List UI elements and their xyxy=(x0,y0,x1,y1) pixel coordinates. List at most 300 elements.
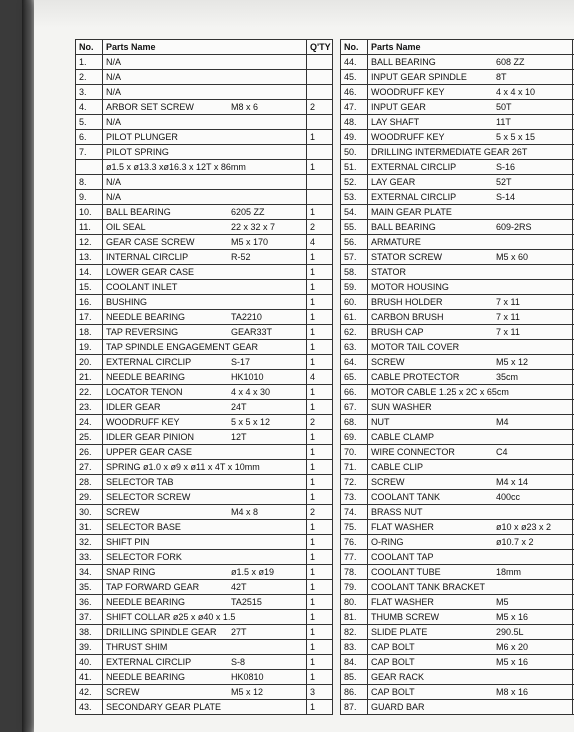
table-row xyxy=(341,130,574,145)
part-number: 5. xyxy=(76,115,103,130)
part-spec: 609-2RS xyxy=(496,222,532,232)
part-number: 36. xyxy=(76,595,103,610)
part-name-cell xyxy=(368,205,573,220)
part-name: ø1.5 x ø13.3 xø16.3 x 12T x 86mm xyxy=(106,162,246,172)
part-name: INTERNAL CIRCLIP xyxy=(106,252,189,262)
part-spec: HK1010 xyxy=(231,372,264,382)
table-header-row xyxy=(341,40,574,55)
part-name: OIL SEAL xyxy=(106,222,146,232)
part-name-cell xyxy=(103,535,307,550)
part-qty: 1 xyxy=(307,490,333,505)
part-name: NEEDLE BEARING xyxy=(106,597,186,607)
part-number: 24. xyxy=(76,415,103,430)
part-spec: M5 x 16 xyxy=(496,657,529,667)
table-row xyxy=(341,625,574,640)
part-name-cell xyxy=(368,145,573,160)
table-row xyxy=(341,265,574,280)
part-name-cell xyxy=(103,370,307,385)
part-qty: 3 xyxy=(307,685,333,700)
table-row xyxy=(341,385,574,400)
part-number: 39. xyxy=(76,640,103,655)
part-qty xyxy=(307,145,333,160)
part-spec: 11T xyxy=(496,117,511,127)
table-row xyxy=(341,610,574,625)
part-name: TAP SPINDLE ENGAGEMENT GEAR xyxy=(106,342,259,352)
part-name: BRASS NUT xyxy=(371,507,423,517)
part-spec: 27T xyxy=(231,627,247,637)
part-name: SELECTOR TAB xyxy=(106,477,174,487)
table-row xyxy=(76,520,333,535)
part-spec: S-14 xyxy=(496,192,516,202)
part-name: SECONDARY GEAR PLATE xyxy=(106,702,222,712)
part-number: 55. xyxy=(341,220,368,235)
table-row xyxy=(76,130,333,145)
part-name: PILOT PLUNGER xyxy=(106,132,178,142)
part-number: 28. xyxy=(76,475,103,490)
part-number: 8. xyxy=(76,175,103,190)
part-number: 70. xyxy=(341,445,368,460)
part-name: SELECTOR FORK xyxy=(106,552,182,562)
part-name: SCREW xyxy=(106,507,140,517)
table-row xyxy=(76,385,333,400)
part-spec: TA2515 xyxy=(231,597,262,607)
table-row xyxy=(76,85,333,100)
part-number: 15. xyxy=(76,280,103,295)
part-name: CABLE CLIP xyxy=(371,462,424,472)
part-qty xyxy=(307,175,333,190)
table-row xyxy=(341,700,574,715)
part-number: 66. xyxy=(341,385,368,400)
part-number: 13. xyxy=(76,250,103,265)
part-spec: M6 x 20 xyxy=(496,642,529,652)
part-name: TAP FORWARD GEAR xyxy=(106,582,200,592)
part-number: 26. xyxy=(76,445,103,460)
part-name-cell xyxy=(103,355,307,370)
part-name-cell xyxy=(103,220,307,235)
part-number: 51. xyxy=(341,160,368,175)
part-name: SLIDE PLATE xyxy=(371,627,428,637)
table-row xyxy=(76,595,333,610)
part-spec: 22 x 32 x 7 xyxy=(231,222,276,232)
part-name-cell xyxy=(368,385,573,400)
part-name-cell xyxy=(368,505,573,520)
part-name-cell xyxy=(103,115,307,130)
table-row xyxy=(76,490,333,505)
part-name: CAP BOLT xyxy=(371,687,415,697)
part-name-cell xyxy=(103,325,307,340)
part-name-cell xyxy=(368,460,573,475)
table-row xyxy=(76,700,333,715)
part-number: 73. xyxy=(341,490,368,505)
table-row xyxy=(76,175,333,190)
table-header-row xyxy=(76,40,333,55)
part-spec: 608 ZZ xyxy=(496,57,525,67)
table-row xyxy=(76,625,333,640)
part-number: 52. xyxy=(341,175,368,190)
part-number: 4. xyxy=(76,100,103,115)
part-qty: 1 xyxy=(307,310,333,325)
part-number: 32. xyxy=(76,535,103,550)
part-name-cell xyxy=(103,385,307,400)
part-name: LAY GEAR xyxy=(371,177,416,187)
table-row xyxy=(76,325,333,340)
part-qty: 1 xyxy=(307,295,333,310)
part-name: LOCATOR TENON xyxy=(106,387,183,397)
part-name-cell xyxy=(368,625,573,640)
table-row xyxy=(76,310,333,325)
part-number: 78. xyxy=(341,565,368,580)
part-number: 76. xyxy=(341,535,368,550)
part-name: O-RING xyxy=(371,537,404,547)
part-spec: S-8 xyxy=(231,657,246,667)
table-row xyxy=(341,220,574,235)
part-number: 60. xyxy=(341,295,368,310)
part-name: SHIFT COLLAR ø25 x ø40 x 1.5 xyxy=(106,612,236,622)
part-spec: 7 x 11 xyxy=(496,312,520,322)
part-name: WOODRUFF KEY xyxy=(371,132,445,142)
part-qty: 1 xyxy=(307,250,333,265)
part-name-cell xyxy=(103,85,307,100)
table-row xyxy=(76,685,333,700)
part-qty: 1 xyxy=(307,580,333,595)
table-row xyxy=(341,280,574,295)
table-row xyxy=(341,550,574,565)
part-name-cell xyxy=(368,340,573,355)
part-number: 38. xyxy=(76,625,103,640)
part-name: SELECTOR SCREW xyxy=(106,492,191,502)
part-spec: 18mm xyxy=(496,567,522,577)
part-name: N/A xyxy=(106,72,122,82)
table-row xyxy=(76,100,333,115)
part-name-cell xyxy=(368,700,573,715)
table-row xyxy=(76,430,333,445)
part-name: TAP REVERSING xyxy=(106,327,179,337)
part-name-cell xyxy=(368,370,573,385)
part-name-cell xyxy=(103,295,307,310)
parts-list-left xyxy=(76,55,333,715)
table-row xyxy=(341,685,574,700)
part-qty: 1 xyxy=(307,205,333,220)
table-row xyxy=(341,115,574,130)
part-qty: 1 xyxy=(307,430,333,445)
table-row xyxy=(76,670,333,685)
part-number: 68. xyxy=(341,415,368,430)
part-name-cell xyxy=(103,205,307,220)
part-number: 72. xyxy=(341,475,368,490)
part-number: 69. xyxy=(341,430,368,445)
table-row xyxy=(341,640,574,655)
part-number: 27. xyxy=(76,460,103,475)
part-spec: ø10.7 x 2 xyxy=(496,537,534,547)
part-number: 85. xyxy=(341,670,368,685)
part-name-cell xyxy=(103,190,307,205)
part-qty: 2 xyxy=(307,220,333,235)
part-name-cell xyxy=(103,610,307,625)
part-number: 77. xyxy=(341,550,368,565)
part-name: NUT xyxy=(371,417,390,427)
table-row xyxy=(341,70,574,85)
table-row xyxy=(341,565,574,580)
part-name: N/A xyxy=(106,192,122,202)
part-name-cell xyxy=(103,565,307,580)
part-name: CABLE CLAMP xyxy=(371,432,435,442)
part-name: INPUT GEAR SPINDLE xyxy=(371,72,467,82)
table-row xyxy=(341,415,574,430)
table-row xyxy=(341,205,574,220)
part-number: 58. xyxy=(341,265,368,280)
table-row xyxy=(76,640,333,655)
part-name-cell xyxy=(103,685,307,700)
table-row xyxy=(76,115,333,130)
part-spec: TA2210 xyxy=(231,312,262,322)
part-number: 33. xyxy=(76,550,103,565)
table-row xyxy=(341,55,574,70)
part-spec: R-52 xyxy=(231,252,251,262)
part-spec: 5 x 5 x 15 xyxy=(496,132,536,142)
part-name: THUMB SCREW xyxy=(371,612,439,622)
part-qty: 1 xyxy=(307,550,333,565)
part-name: FLAT WASHER xyxy=(371,522,434,532)
table-row xyxy=(341,190,574,205)
part-name-cell xyxy=(368,655,573,670)
part-name-cell xyxy=(368,640,573,655)
part-spec: M5 xyxy=(496,597,509,607)
part-spec: M5 x 12 xyxy=(496,357,529,367)
part-name: CAP BOLT xyxy=(371,657,415,667)
table-row xyxy=(341,475,574,490)
part-name: BUSHING xyxy=(106,297,148,307)
part-qty: 1 xyxy=(307,670,333,685)
part-name: N/A xyxy=(106,87,122,97)
table-row xyxy=(76,295,333,310)
part-number: 16. xyxy=(76,295,103,310)
table-row xyxy=(341,175,574,190)
part-number: 29. xyxy=(76,490,103,505)
part-number: 62. xyxy=(341,325,368,340)
part-name: MOTOR CABLE 1.25 x 2C x 65cm xyxy=(371,387,509,397)
part-name: SCREW xyxy=(371,477,405,487)
part-qty xyxy=(307,70,333,85)
part-qty: 1 xyxy=(307,520,333,535)
part-spec: 12T xyxy=(231,432,247,442)
part-name: GUARD BAR xyxy=(371,702,425,712)
header-no: No. xyxy=(341,40,368,55)
part-name: N/A xyxy=(106,57,122,67)
part-spec: 7 x 11 xyxy=(496,297,520,307)
table-row xyxy=(76,655,333,670)
part-name-cell xyxy=(103,265,307,280)
part-name-cell xyxy=(368,190,573,205)
table-row xyxy=(341,445,574,460)
table-row xyxy=(76,220,333,235)
table-row xyxy=(76,565,333,580)
table-row xyxy=(341,325,574,340)
part-number: 21. xyxy=(76,370,103,385)
part-number: 65. xyxy=(341,370,368,385)
part-name: SPRING ø1.0 x ø9 x ø11 x 4T x 10mm xyxy=(106,462,260,472)
part-name: NEEDLE BEARING xyxy=(106,312,186,322)
part-number: 61. xyxy=(341,310,368,325)
part-name-cell xyxy=(368,310,573,325)
table-row xyxy=(76,235,333,250)
part-name-cell xyxy=(368,565,573,580)
part-name-cell xyxy=(368,550,573,565)
part-name: BALL BEARING xyxy=(371,57,436,67)
part-name-cell xyxy=(103,280,307,295)
part-spec: M5 x 12 xyxy=(231,687,264,697)
parts-table-left xyxy=(75,39,333,715)
table-row xyxy=(76,145,333,160)
part-name-cell xyxy=(368,295,573,310)
part-name-cell xyxy=(103,175,307,190)
part-spec: 4 x 4 x 10 xyxy=(496,87,536,97)
part-number: 56. xyxy=(341,235,368,250)
part-name: ARBOR SET SCREW xyxy=(106,102,194,112)
table-row xyxy=(76,160,333,175)
part-number: 34. xyxy=(76,565,103,580)
part-name-cell xyxy=(103,235,307,250)
table-row xyxy=(341,430,574,445)
part-spec: M4 xyxy=(496,417,509,427)
part-name-cell xyxy=(368,265,573,280)
part-name-cell xyxy=(368,400,573,415)
part-qty: 1 xyxy=(307,355,333,370)
table-row xyxy=(76,535,333,550)
part-spec: M5 x 16 xyxy=(496,612,529,622)
part-number: 86. xyxy=(341,685,368,700)
part-name: STATOR SCREW xyxy=(371,252,443,262)
part-name: IDLER GEAR xyxy=(106,402,161,412)
part-name-cell xyxy=(103,160,307,175)
part-qty: 1 xyxy=(307,640,333,655)
part-qty: 1 xyxy=(307,130,333,145)
table-row xyxy=(76,55,333,70)
part-name-cell xyxy=(368,280,573,295)
part-name: MAIN GEAR PLATE xyxy=(371,207,452,217)
part-name-cell xyxy=(368,250,573,265)
part-name-cell xyxy=(103,580,307,595)
part-qty xyxy=(307,85,333,100)
table-row xyxy=(341,370,574,385)
part-name-cell xyxy=(103,700,307,715)
part-spec: M4 x 8 xyxy=(231,507,259,517)
part-name: IDLER GEAR PINION xyxy=(106,432,195,442)
part-name-cell xyxy=(103,625,307,640)
table-row xyxy=(341,355,574,370)
part-number: 44. xyxy=(341,55,368,70)
part-number: 22. xyxy=(76,385,103,400)
part-qty xyxy=(307,115,333,130)
part-name-cell xyxy=(103,490,307,505)
part-name-cell xyxy=(103,505,307,520)
part-name-cell xyxy=(368,415,573,430)
part-name: CAP BOLT xyxy=(371,642,415,652)
table-row xyxy=(76,370,333,385)
part-number: 31. xyxy=(76,520,103,535)
part-name-cell xyxy=(103,130,307,145)
part-name-cell xyxy=(368,580,573,595)
part-number: 45. xyxy=(341,70,368,85)
part-name: WOODRUFF KEY xyxy=(371,87,445,97)
part-spec: 24T xyxy=(231,402,247,412)
table-row xyxy=(76,475,333,490)
part-name: COOLANT TANK xyxy=(371,492,441,502)
parts-table-right xyxy=(340,39,574,715)
part-number: 48. xyxy=(341,115,368,130)
part-qty: 1 xyxy=(307,595,333,610)
part-number: 47. xyxy=(341,100,368,115)
header-qty: Q'TY xyxy=(307,40,333,55)
table-row xyxy=(341,85,574,100)
part-name-cell xyxy=(103,430,307,445)
table-row xyxy=(341,490,574,505)
part-name: LOWER GEAR CASE xyxy=(106,267,195,277)
header-parts-name: Parts Name xyxy=(368,40,573,55)
part-name: MOTOR HOUSING xyxy=(371,282,449,292)
table-row xyxy=(341,505,574,520)
part-number: 1. xyxy=(76,55,103,70)
part-number: 10. xyxy=(76,205,103,220)
table-row xyxy=(76,280,333,295)
part-qty xyxy=(307,55,333,70)
table-row xyxy=(341,295,574,310)
part-name: EXTERNAL CIRCLIP xyxy=(371,192,457,202)
part-qty: 1 xyxy=(307,565,333,580)
part-number: 35. xyxy=(76,580,103,595)
part-number: 25. xyxy=(76,430,103,445)
part-number: 6. xyxy=(76,130,103,145)
part-qty: 1 xyxy=(307,400,333,415)
part-qty: 1 xyxy=(307,445,333,460)
part-name-cell xyxy=(368,685,573,700)
part-number: 74. xyxy=(341,505,368,520)
table-row xyxy=(341,340,574,355)
part-spec: 6205 ZZ xyxy=(231,207,265,217)
part-spec: GEAR33T xyxy=(231,327,273,337)
part-spec: ø1.5 x ø19 xyxy=(231,567,275,577)
part-number: 3. xyxy=(76,85,103,100)
part-number: 19. xyxy=(76,340,103,355)
part-name: SCREW xyxy=(371,357,405,367)
part-name: LAY SHAFT xyxy=(371,117,420,127)
part-spec: M8 x 6 xyxy=(231,102,259,112)
part-qty: 1 xyxy=(307,265,333,280)
part-spec: 5 x 5 x 12 xyxy=(231,417,271,427)
part-spec: M5 x 170 xyxy=(231,237,269,247)
part-name: NEEDLE BEARING xyxy=(106,672,186,682)
table-row xyxy=(341,595,574,610)
part-number: 7. xyxy=(76,145,103,160)
part-qty: 1 xyxy=(307,160,333,175)
part-name: COOLANT TANK BRACKET xyxy=(371,582,486,592)
part-qty: 1 xyxy=(307,280,333,295)
part-name-cell xyxy=(103,460,307,475)
part-name: EXTERNAL CIRCLIP xyxy=(371,162,457,172)
part-number: 23. xyxy=(76,400,103,415)
part-name-cell xyxy=(103,445,307,460)
part-name: COOLANT INLET xyxy=(106,282,178,292)
table-row xyxy=(76,355,333,370)
part-number: 40. xyxy=(76,655,103,670)
part-name: DRILLING INTERMEDIATE GEAR 26T xyxy=(371,147,528,157)
part-name-cell xyxy=(368,520,573,535)
part-number: 84. xyxy=(341,655,368,670)
part-name: BRUSH HOLDER xyxy=(371,297,443,307)
header-no: No. xyxy=(76,40,103,55)
part-name: DRILLING SPINDLE GEAR xyxy=(106,627,217,637)
part-spec: M8 x 16 xyxy=(496,687,529,697)
part-name: STATOR xyxy=(371,267,407,277)
